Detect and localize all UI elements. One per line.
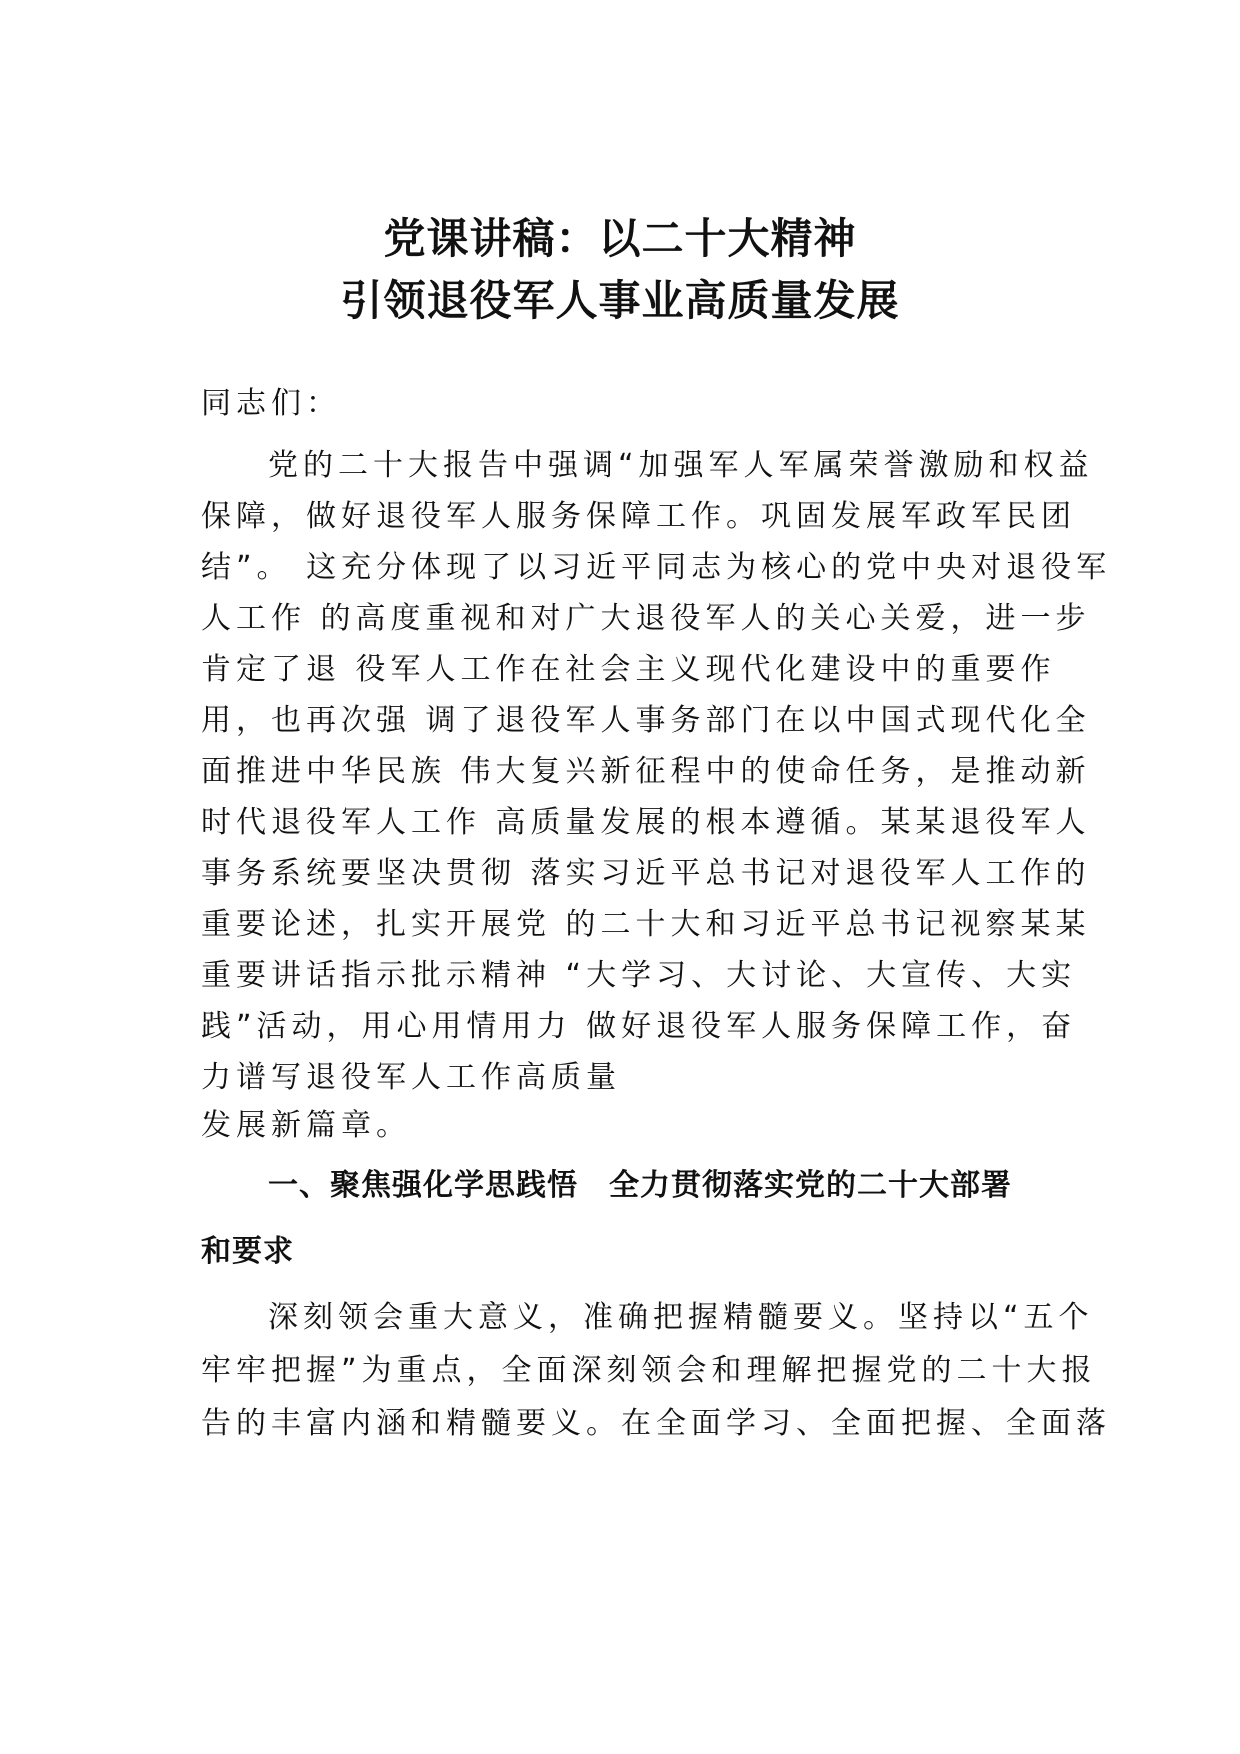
paragraph-1-line: 保障，做好退役军人服务保障工作。巩固发展军政军民团 <box>201 499 1076 534</box>
paragraph-1-line: 结”。 这充分体现了以习近平同志为核心的党中央对退役军 <box>201 550 1112 585</box>
paragraph-1-line: 人工作 的高度重视和对广大退役军人的关心关爱，进一步 <box>201 601 1091 636</box>
paragraph-1-line: 党的二十大报告中强调“加强军人军属荣誉激励和权益 <box>268 448 1094 483</box>
paragraph-1-line: 力谱写退役军人工作高质量 <box>201 1060 621 1095</box>
paragraph-1-line: 重要论述，扎实开展党 的二十大和习近平总书记视察某某 <box>201 907 1091 942</box>
section-heading-1-line: 和要求 <box>201 1234 294 1269</box>
paragraph-2-line: 告的丰富内涵和精髓要义。在全面学习、全面把握、全面落 <box>201 1406 1111 1441</box>
paragraph-2-line: 牢牢把握”为重点，全面深刻领会和理解把握党的二十大报 <box>201 1353 1097 1388</box>
section-heading-1-line: 一、聚焦强化学思践悟 全力贯彻落实党的二十大部署 <box>268 1168 1012 1203</box>
salutation: 同志们： <box>201 386 341 421</box>
paragraph-1-line: 面推进中华民族 伟大复兴新征程中的使命任务，是推动新 <box>201 754 1091 789</box>
paragraph-1-line: 践”活动，用心用情用力 做好退役军人服务保障工作，奋 <box>201 1009 1077 1044</box>
document-title-line-2: 引领退役军人事业高质量发展 <box>340 276 900 325</box>
document-title-line-1: 党课讲稿：以二十大精神 <box>383 214 857 263</box>
paragraph-1-line: 时代退役军人工作 高质量发展的根本遵循。某某退役军人 <box>201 805 1091 840</box>
paragraph-1-line: 用，也再次强 调了退役军人事务部门在以中国式现代化全 <box>201 703 1091 738</box>
paragraph-1-line: 发展新篇章。 <box>201 1108 411 1143</box>
paragraph-1-line: 肯定了退 役军人工作在社会主义现代化建设中的重要作 <box>201 652 1056 687</box>
paragraph-1-line: 事务系统要坚决贯彻 落实习近平总书记对退役军人工作的 <box>201 856 1091 891</box>
paragraph-1-line: 重要讲话指示批示精神 “大学习、大讨论、大宣传、大实 <box>201 958 1077 993</box>
paragraph-2-line: 深刻领会重大意义，准确把握精髓要义。坚持以“五个 <box>268 1300 1094 1335</box>
